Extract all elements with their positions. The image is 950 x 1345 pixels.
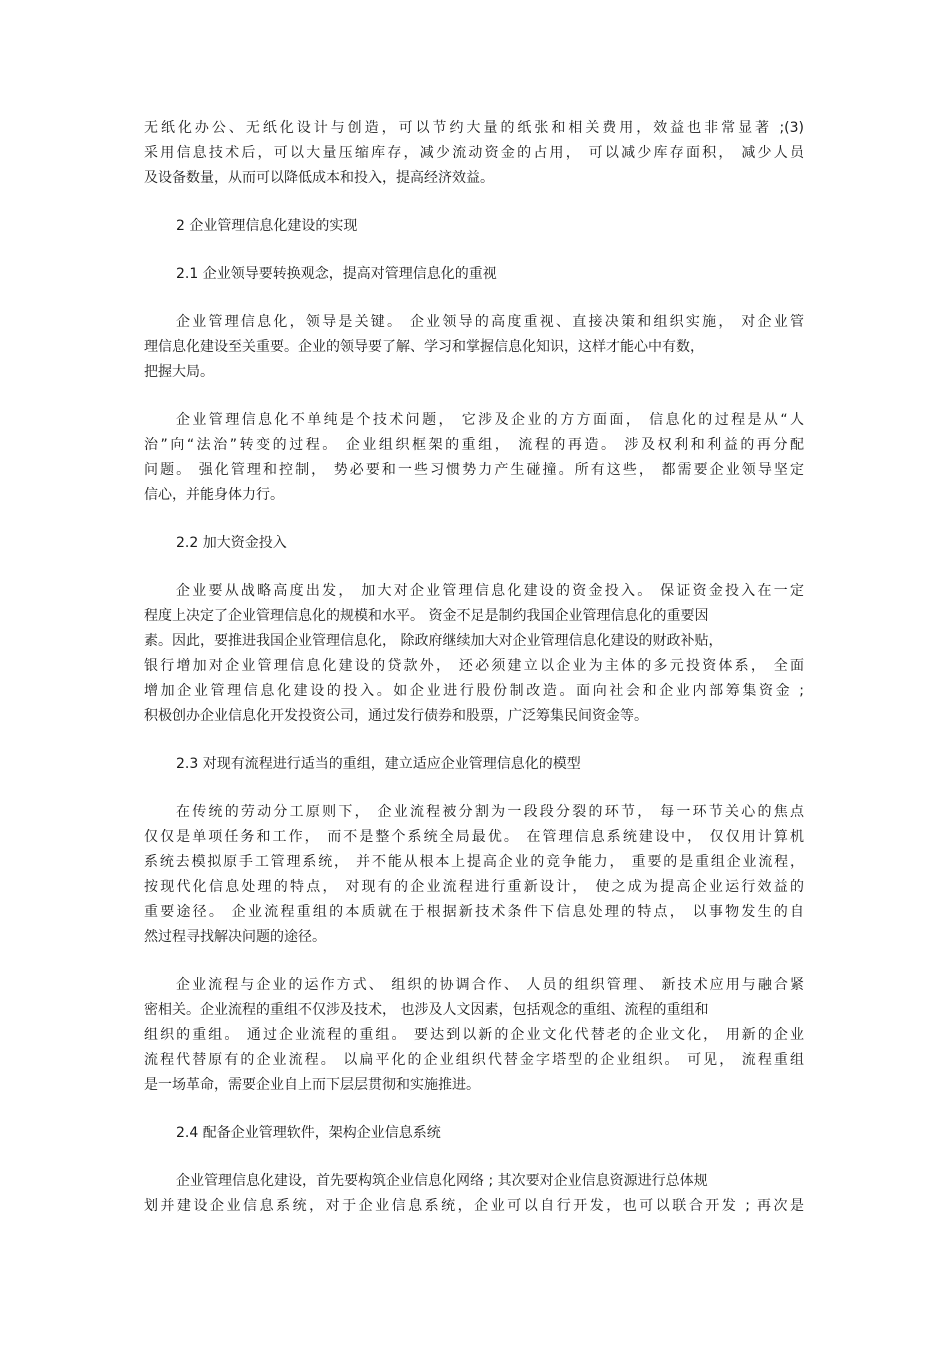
paragraph-line: 系统去模拟原手工管理系统， 并不能从根本上提高企业的竞争能力， 重要的是重组企业流程， [144,854,804,870]
paragraph-line: 无纸化办公、无纸化设计与创造，可以节约大量的纸张和相关费用，效益也非常显著 ;(3) [144,120,804,136]
paragraph [144,408,804,508]
paragraph [144,579,804,729]
paragraph-line: 重要途径。 企业流程重组的本质就在于根据新技术条件下信息处理的特点， 以事物发生的自 [144,904,804,920]
paragraph-line: 仅仅是单项任务和工作， 而不是整个系统全局最优。 在管理信息系统建设中， 仅仅用计算机 [144,829,804,845]
section-heading: 2 企业管理信息化建设的实现 [176,218,358,234]
paragraph [144,1169,804,1219]
paragraph-line: 把握大局。 [144,364,214,380]
paragraph-line: 问题。 强化管理和控制， 势必要和一些习惯势力产生碰撞。所有这些， 都需要企业领导坚定 [144,462,804,478]
paragraph [144,310,804,385]
paragraph-line: 然过程寻找解决问题的途径。 [144,929,326,945]
paragraph-line: 划并建设企业信息系统，对于企业信息系统，企业可以自行开发，也可以联合开发 ; 再次是 [144,1198,804,1214]
paragraph-line: 治”向“法治”转变的过程。 企业组织框架的重组， 流程的再造。 涉及权利和利益的再分配 [144,437,804,453]
paragraph-line: 企业要从战略高度出发， 加大对企业管理信息化建设的资金投入。 保证资金投入在一定 [176,583,804,599]
section-heading: 2.4 配备企业管理软件，架构企业信息系统 [176,1125,441,1141]
paragraph-line: 密相关。企业流程的重组不仅涉及技术， 也涉及人文因素，包括观念的重组、流程的重组和 [144,1002,709,1018]
section-heading: 2.1 企业领导要转换观念，提高对管理信息化的重视 [176,266,497,282]
paragraph [144,973,804,1098]
paragraph-line: 理信息化建设至关重要。企业的领导要了解、学习和掌握信息化知识，这样才能心中有数， [144,339,704,355]
paragraph-line: 企业流程与企业的运作方式、 组织的协调合作、 人员的组织管理、 新技术应用与融合紧 [176,977,804,993]
paragraph-line: 增加企业管理信息化建设的投入。如企业进行股份制改造。面向社会和企业内部筹集资金 ; [144,683,804,699]
paragraph-line: 素。因此，要推进我国企业管理信息化， 除政府继续加大对企业管理信息化建设的财政补贴， [144,633,723,649]
paragraph-line: 在传统的劳动分工原则下， 企业流程被分割为一段段分裂的环节， 每一环节关心的焦点 [176,804,804,820]
paragraph-line: 企业管理信息化，领导是关键。 企业领导的高度重视、直接决策和组织实施， 对企业管 [176,314,804,330]
paragraph-line: 流程代替原有的企业流程。 以扁平化的企业组织代替金字塔型的企业组织。 可见， 流程重组 [144,1052,804,1068]
paragraph-line: 企业管理信息化不单纯是个技术问题， 它涉及企业的方方面面， 信息化的过程是从“人 [176,412,804,428]
paragraph-line: 组织的重组。 通过企业流程的重组。 要达到以新的企业文化代替老的企业文化， 用新的企业 [144,1027,804,1043]
paragraph-line: 按现代化信息处理的特点， 对现有的企业流程进行重新设计， 使之成为提高企业运行效益的 [144,879,804,895]
paragraph-line: 是一场革命，需要企业自上而下层层贯彻和实施推进。 [144,1077,480,1093]
paragraph [144,800,804,950]
section-heading: 2.3 对现有流程进行适当的重组，建立适应企业管理信息化的模型 [176,756,581,772]
document-body [144,116,804,1242]
paragraph-line: 银行增加对企业管理信息化建设的贷款外， 还必须建立以企业为主体的多元投资体系， 全面 [144,658,804,674]
paragraph-line: 采用信息技术后，可以大量压缩库存，减少流动资金的占用， 可以减少库存面积， 减少人员 [144,145,804,161]
section-heading: 2.2 加大资金投入 [176,535,287,551]
paragraph-line: 企业管理信息化建设，首先要构筑企业信息化网络 ; 其次要对企业信息资源进行总体规 [176,1173,708,1189]
paragraph-line: 信心，并能身体力行。 [144,487,284,503]
paragraph-line: 程度上决定了企业管理信息化的规模和水平。 资金不足是制约我国企业管理信息化的重要因 [144,608,709,624]
paragraph-line: 积极创办企业信息化开发投资公司，通过发行债券和股票，广泛筹集民间资金等。 [144,708,648,724]
paragraph [144,116,804,191]
paragraph-line: 及设备数量，从而可以降低成本和投入，提高经济效益。 [144,170,494,186]
